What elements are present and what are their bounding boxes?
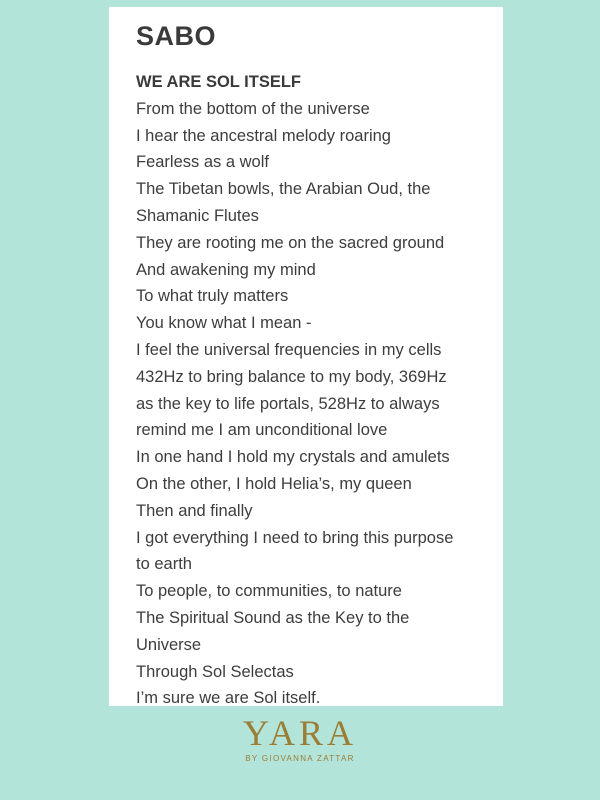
poem-line: I got everything I need to bring this purpose [136,528,454,547]
poem-line: You know what I mean - [136,314,312,333]
poem-line: In one hand I hold my crystals and amulets [136,448,450,467]
poem-line: From the bottom of the universe [136,99,370,118]
poem-line: I hear the ancestral melody roaring [136,126,391,145]
poem-line: I feel the universal frequencies in my cells [136,340,442,359]
poem-line: The Spiritual Sound as the Key to the [136,608,410,627]
poem-card [109,7,503,706]
poem-author: SABO [136,21,217,51]
poem-line: On the other, I hold Helia’s, my queen [136,474,412,493]
brand-tagline: BY GIOVANNA ZATTAR [245,754,355,763]
brand-logo [0,714,600,764]
poem-lines [136,96,487,712]
poem-line: as the key to life portals, 528Hz to always [136,394,440,413]
poem-line: The Tibetan bowls, the Arabian Oud, the [136,180,431,199]
brand-name: YARA [242,713,357,753]
poem-line: Through Sol Selectas [136,662,294,681]
poem-line: And awakening my mind [136,260,316,279]
poem-line: They are rooting me on the sacred ground [136,233,445,252]
poem-title: WE ARE SOL ITSELF [136,73,302,91]
poem-line: Then and finally [136,501,253,520]
poem-line: Universe [136,635,202,654]
poem-line: To people, to communities, to nature [136,582,402,601]
poem-line: Shamanic Flutes [136,206,259,225]
poem-line: Fearless as a wolf [136,153,269,172]
poem-line: remind me I am unconditional love [136,421,388,440]
poem-line: I’m sure we are Sol itself. [136,689,321,708]
poem-line: 432Hz to bring balance to my body, 369Hz [136,367,447,386]
poem-line: To what truly matters [136,287,289,306]
poem-line: to earth [136,555,192,574]
